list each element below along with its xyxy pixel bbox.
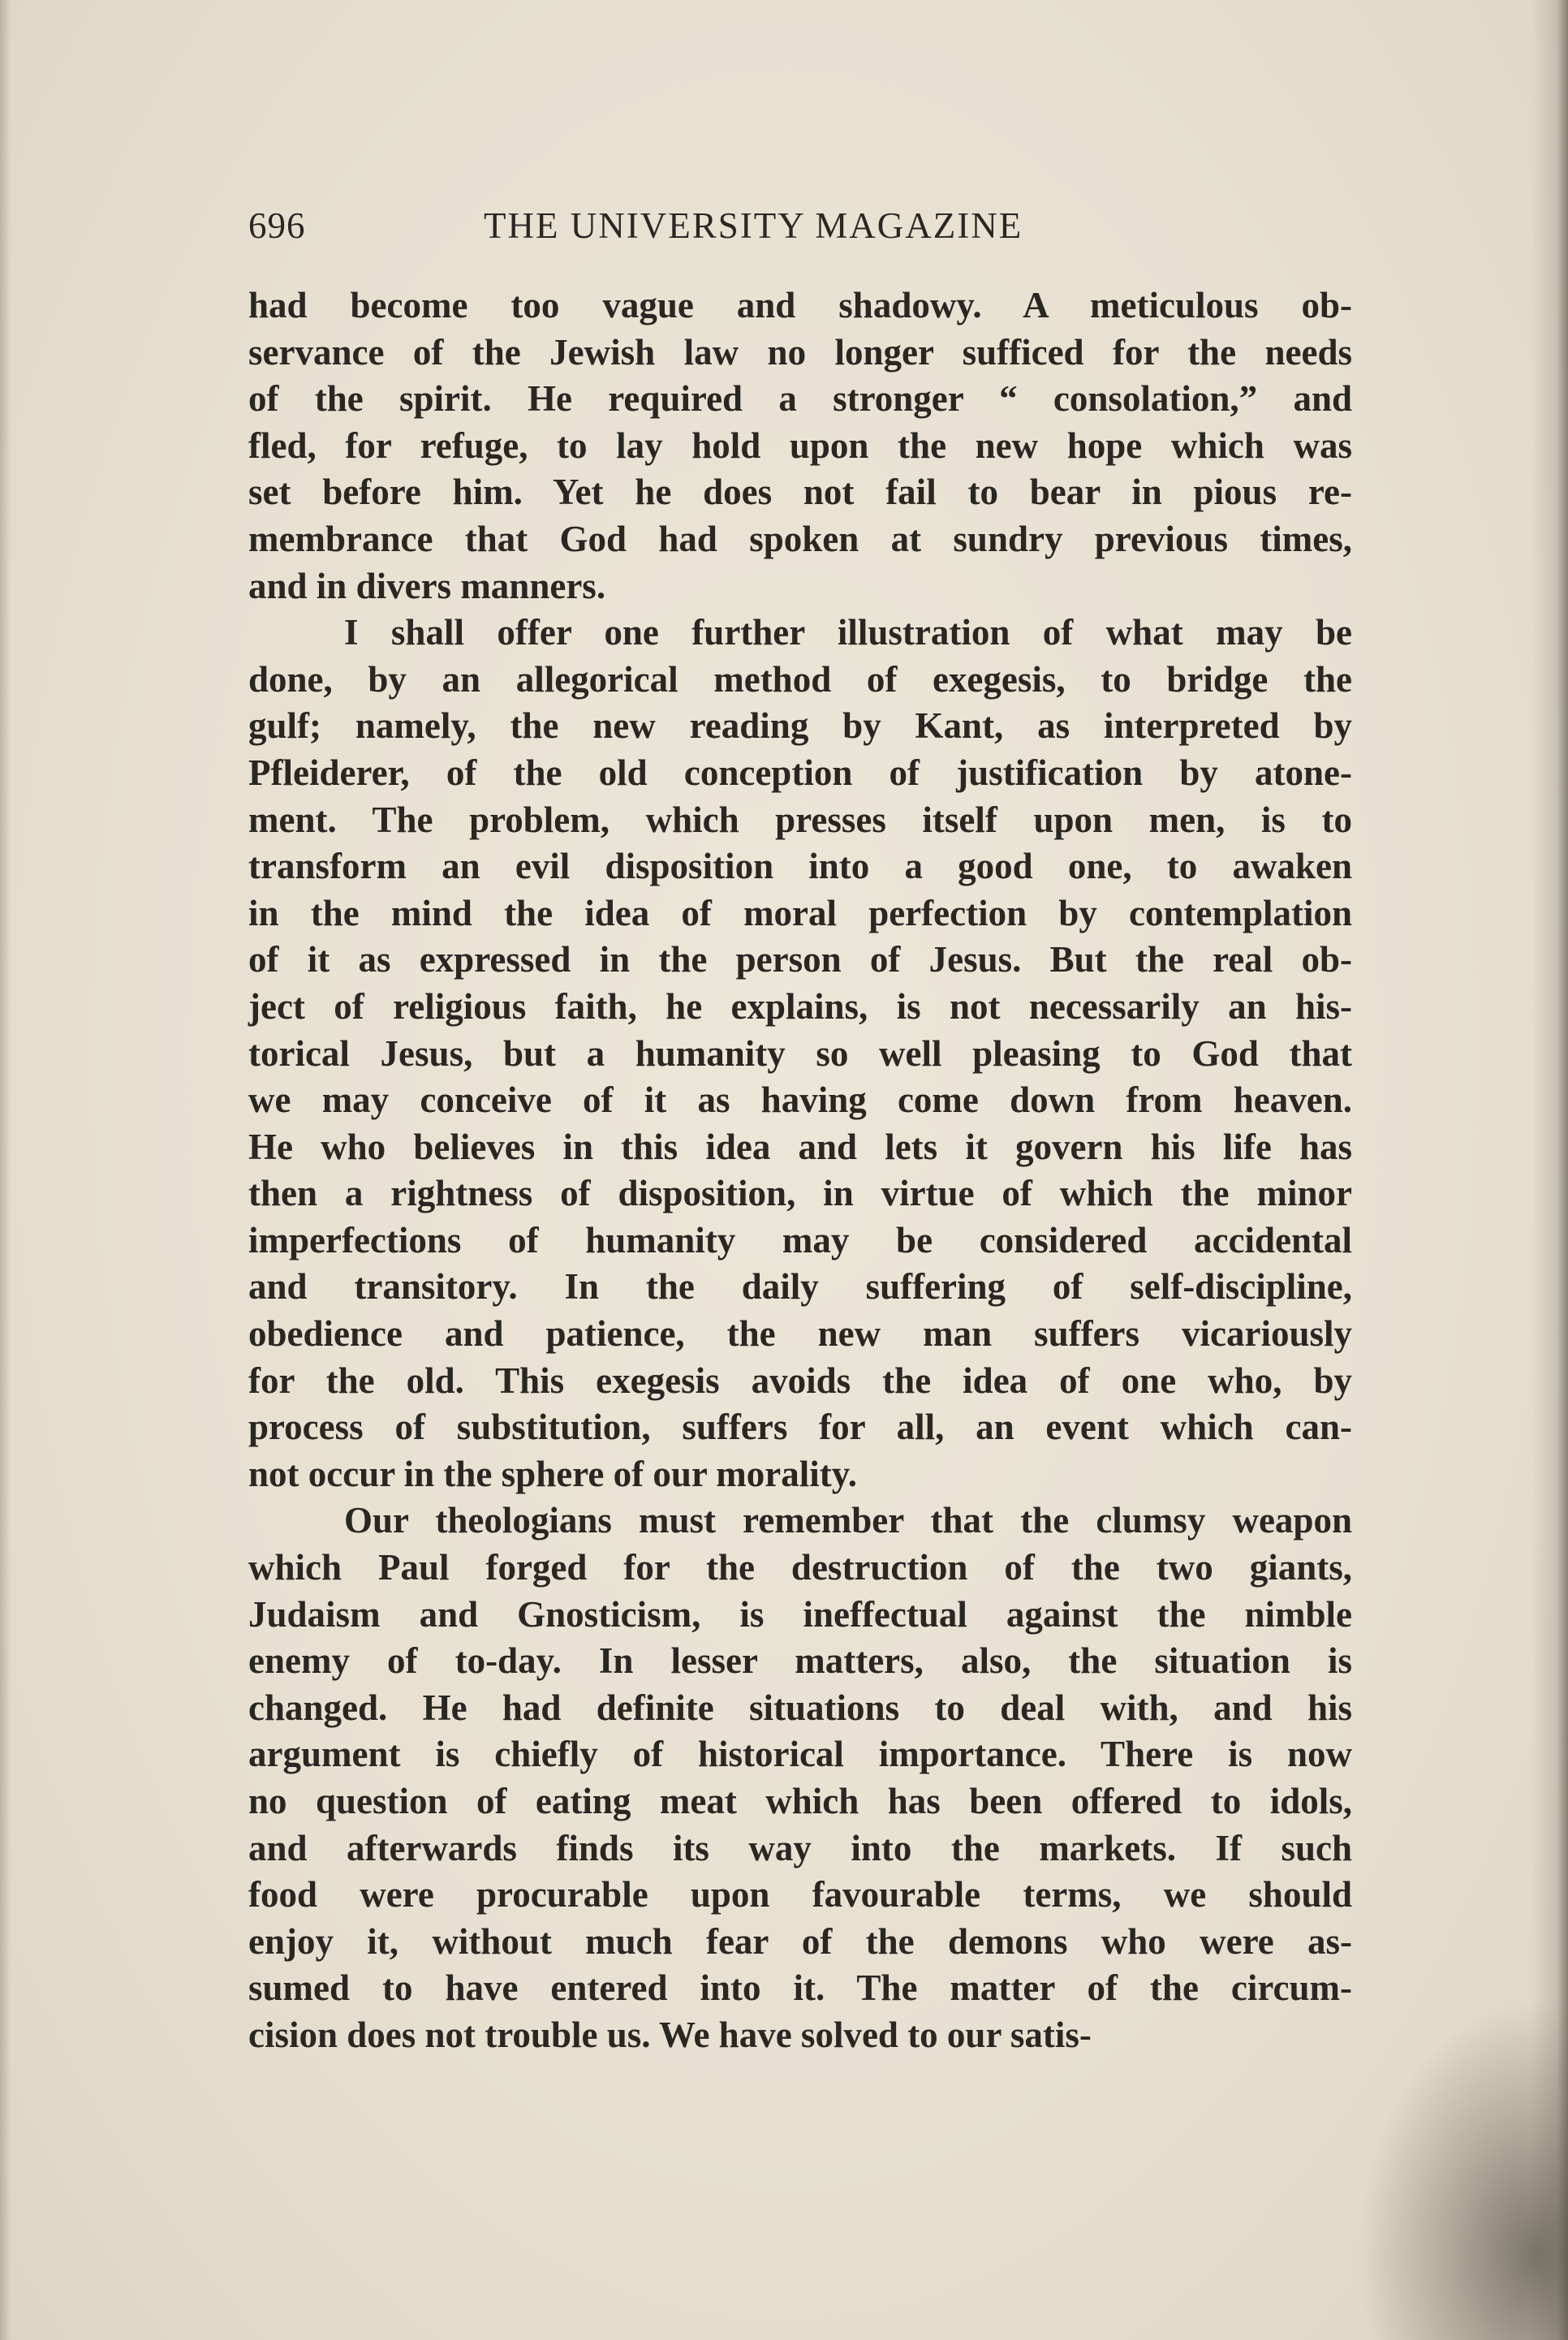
page-left-edge-shadow xyxy=(0,0,11,2340)
text-line: He who believes in this idea and lets it govern his life has xyxy=(248,1126,1352,1167)
text-line: membrance that God had spoken at sundry previous times, xyxy=(248,518,1352,559)
text-line: no question of eating meat which has been offered to idols, xyxy=(248,1781,1352,1821)
text-line: not occur in the sphere of our morality. xyxy=(248,1453,857,1494)
running-title: THE UNIVERSITY MAGAZINE xyxy=(484,205,1023,246)
text-line: ject of religious faith, he explains, is not necessarily an his- xyxy=(248,985,1352,1027)
text-line: enjoy it, without much fear of the demons who were as- xyxy=(248,1920,1352,1962)
page-number: 696 xyxy=(248,205,306,246)
text-line: and afterwards finds its way into the markets. If such xyxy=(248,1827,1352,1868)
text-line: changed. He had definite situations to deal with, and his xyxy=(248,1687,1352,1728)
paragraph xyxy=(248,282,1352,610)
text-line: I shall offer one further illustration of what may be xyxy=(344,612,1352,653)
text-line: set before him. Yet he does not fail to bear in pious re- xyxy=(248,472,1352,513)
text-line: we may conceive of it as having come down from heaven. xyxy=(248,1080,1352,1121)
paragraph xyxy=(248,1498,1352,2058)
text-line: which Paul forged for the destruction of the two giants, xyxy=(248,1547,1352,1588)
text-line: food were procurable upon favourable terms, we should xyxy=(248,1874,1352,1916)
text-line: servance of the Jewish law no longer sufficed for the needs xyxy=(248,331,1352,373)
text-line: process of substitution, suffers for all, an event which can- xyxy=(248,1407,1352,1448)
text-line: gulf; namely, the new reading by Kant, as interpreted by xyxy=(248,705,1352,747)
paragraph xyxy=(248,610,1352,1498)
text-line: ment. The problem, which presses itself upon men, is to xyxy=(248,799,1352,840)
text-line: fled, for refuge, to lay hold upon the new hope which was xyxy=(248,424,1352,466)
text-line: done, by an allegorical method of exegesis, to bridge the xyxy=(248,658,1352,700)
text-line: argument is chiefly of historical importance. There is now xyxy=(248,1734,1352,1775)
text-line: then a rightness of disposition, in virtue of which the minor xyxy=(248,1173,1352,1214)
text-line: Pfleiderer, of the old conception of justification by atone- xyxy=(248,752,1352,793)
text-line: of the spirit. He required a stronger “ consolation,” and xyxy=(248,378,1352,420)
text-line: imperfections of humanity may be considered accidental xyxy=(248,1219,1352,1260)
page-right-edge-shadow xyxy=(1531,0,1568,2340)
page-corner-smudge xyxy=(1357,1999,1568,2340)
text-line: obedience and patience, the new man suffers vicariously xyxy=(248,1313,1352,1355)
text-line: cision does not trouble us. We have solved to our satis- xyxy=(248,2014,1092,2055)
text-line: of it as expressed in the person of Jesus. But the real ob- xyxy=(248,939,1352,980)
text-line: sumed to have entered into it. The matter of the circum- xyxy=(248,1967,1352,2009)
text-line: for the old. This exegesis avoids the idea of one who, by xyxy=(248,1360,1352,1401)
body-text xyxy=(248,282,1352,2059)
text-line: in the mind the idea of moral perfection by contemplation xyxy=(248,892,1352,933)
text-line: enemy of to-day. In lesser matters, also, the situation is xyxy=(248,1640,1352,1682)
text-line: and transitory. In the daily suffering of self-discipline, xyxy=(248,1266,1352,1308)
text-line: torical Jesus, but a humanity so well pleasing to God that xyxy=(248,1032,1352,1074)
text-line: Our theologians must remember that the clumsy weapon xyxy=(344,1500,1352,1541)
text-line: transform an evil disposition into a good one, to awaken xyxy=(248,846,1352,887)
text-line: Judaism and Gnosticism, is ineffectual against the nimble xyxy=(248,1593,1352,1635)
text-line: and in divers manners. xyxy=(248,565,606,606)
page-header xyxy=(248,205,1352,253)
text-line: had become too vague and shadowy. A meticulous ob- xyxy=(248,285,1352,325)
